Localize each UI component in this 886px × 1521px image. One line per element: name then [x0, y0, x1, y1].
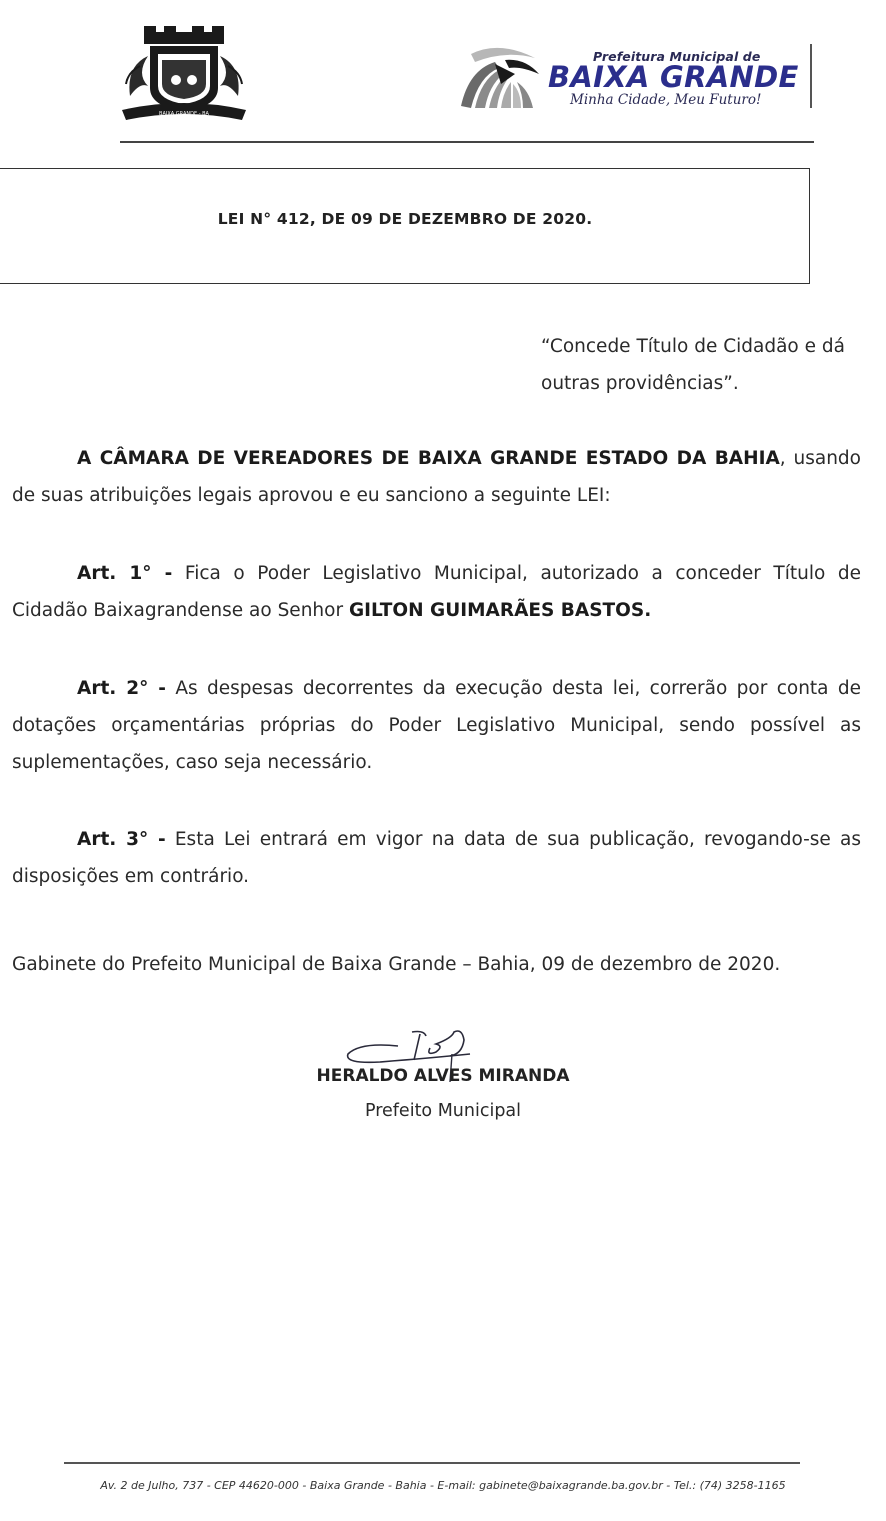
- article-3-text: Esta Lei entrará em vigor na data de sua publicação, revogando-se as disposições em contrário.: [12, 829, 861, 887]
- article-3-label: Art. 3° -: [77, 829, 166, 850]
- law-ementa: “Concede Título de Cidadão e dá outras providências”.: [541, 336, 845, 394]
- brand-subtitle: Prefeitura Municipal de: [593, 49, 761, 64]
- article-3: [12, 821, 861, 895]
- brand-slogan: Minha Cidade, Meu Futuro!: [570, 92, 762, 108]
- footer-divider: [64, 1462, 800, 1464]
- preamble-paragraph: [12, 440, 861, 514]
- article-1-honoree: GILTON GUIMARÃES BASTOS.: [348, 600, 652, 621]
- footer-address: Av. 2 de Julho, 737 - CEP 44620-000 - Baixa Grande - Bahia - E-mail: gabinete@baixagrande.ba.gov.br - Tel.: (74) 3258-1165: [100, 1479, 786, 1492]
- coat-of-arms-emblem: [118, 26, 250, 124]
- article-2-label: Art. 2° -: [77, 678, 166, 699]
- article-1: [12, 555, 861, 629]
- closing-date-line: Gabinete do Prefeito Municipal de Baixa Grande – Bahia, 09 de dezembro de 2020.: [12, 954, 781, 975]
- header-divider: [120, 141, 814, 143]
- coat-banner-text: BAIXA GRANDE - BA: [159, 111, 209, 117]
- preamble-text: , usando de suas atribuições legais aprovou e eu sanciono a seguinte LEI:: [12, 448, 861, 506]
- signer-name: HERALDO ALVES MIRANDA: [316, 1066, 570, 1086]
- brand-title: BAIXA GRANDE: [548, 60, 799, 94]
- preamble-bold: A CÂMARA DE VEREADORES DE BAIXA GRANDE ESTADO DA BAHIA: [77, 448, 780, 469]
- article-2: [12, 670, 861, 781]
- brand-divider: [810, 44, 812, 108]
- signer-role: Prefeito Municipal: [364, 1101, 522, 1121]
- article-2-text: As despesas decorrentes da execução desta lei, correrão por conta de dotações orçamentárias próprias do Poder Legislativo Municipal, sendo possível as suplementações, caso seja necessário.: [12, 678, 861, 773]
- law-title: LEI N° 412, DE 09 DE DEZEMBRO DE 2020.: [217, 210, 593, 228]
- article-1-text: Fica o Poder Legislativo Municipal, autorizado a conceder Título de Cidadão Baixagrandense ao Senhor: [12, 563, 861, 621]
- article-1-label: Art. 1° -: [77, 563, 173, 584]
- municipal-logo-icon: [455, 44, 541, 110]
